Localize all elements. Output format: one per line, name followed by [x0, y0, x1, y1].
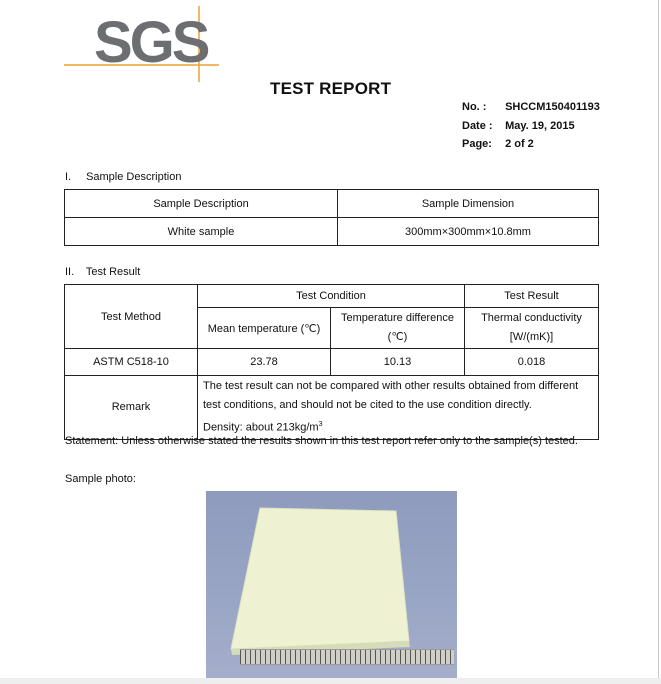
- temperature-difference-unit: (℃): [387, 331, 408, 343]
- report-date-value: May. 19, 2015: [505, 120, 575, 132]
- report-number-label: No. :: [462, 101, 487, 113]
- report-date-label: Date :: [462, 120, 493, 132]
- remark-row: [65, 376, 599, 440]
- remark-label: Remark: [65, 376, 198, 440]
- mean-temperature-header: Mean temperature (℃): [198, 308, 331, 349]
- table-header-cell: Sample Description: [65, 190, 338, 218]
- report-page-number: [462, 138, 534, 150]
- page-edge: [658, 0, 659, 684]
- table-cell: White sample: [65, 218, 338, 246]
- report-number: [462, 101, 600, 113]
- bottom-strip: [0, 678, 661, 684]
- report-number-value: SHCCM150401193: [505, 101, 600, 113]
- section-title: Test Result: [85, 266, 141, 278]
- table-cell: ASTM C518-10: [65, 349, 198, 376]
- thermal-conductivity-header: [465, 308, 599, 349]
- sgs-logo: [64, 6, 219, 82]
- thermal-conductivity-unit: [W/(mK)]: [509, 331, 554, 343]
- report-title: TEST REPORT: [270, 79, 392, 98]
- report-page-value: 2 of 2: [505, 138, 534, 150]
- report-date: [462, 120, 575, 132]
- sample-description-table: [64, 189, 599, 246]
- table-cell: 10.13: [331, 349, 465, 376]
- section-sample-description-heading: [65, 171, 181, 183]
- statement: Statement: Unless otherwise stated the results shown in this test report refer only to the sample(s) tested.: [65, 435, 578, 447]
- report-page-label: Page:: [462, 138, 492, 150]
- table-cell: 0.018: [465, 349, 599, 376]
- test-method-header: Test Method: [65, 285, 198, 349]
- section-number: II.: [65, 266, 75, 278]
- table-cell: 23.78: [198, 349, 331, 376]
- thermal-conductivity-label: Thermal conductivity: [481, 312, 582, 324]
- measuring-ruler: [240, 649, 454, 665]
- test-result-header: Test Result: [465, 285, 599, 308]
- remark-line: test conditions, and should not be cited to the use condition directly.: [203, 399, 532, 411]
- temperature-difference-label: Temperature difference: [341, 312, 454, 324]
- section-number: I.: [65, 171, 72, 183]
- table-header-row: [65, 190, 599, 218]
- table-cell: 300mm×300mm×10.8mm: [338, 218, 599, 246]
- table-header-cell: Sample Dimension: [338, 190, 599, 218]
- temperature-difference-header: [331, 308, 465, 349]
- sample-photo: [206, 491, 457, 679]
- density-text: Density: about 213kg/m: [203, 421, 319, 434]
- sample-photo-label: Sample photo:: [65, 473, 136, 485]
- remark-line: The test result can not be compared with other results obtained from different: [203, 380, 579, 392]
- test-result-table: [64, 284, 599, 440]
- remark-text: [198, 376, 599, 440]
- section-title: Sample Description: [86, 171, 182, 183]
- density-exponent: 3: [318, 421, 323, 428]
- table-row: [65, 218, 599, 246]
- test-condition-header: Test Condition: [198, 285, 465, 308]
- table-header-row: [65, 285, 599, 308]
- table-row: [65, 349, 599, 376]
- logo-text: SGS: [94, 10, 208, 75]
- section-test-result-heading: [65, 266, 140, 278]
